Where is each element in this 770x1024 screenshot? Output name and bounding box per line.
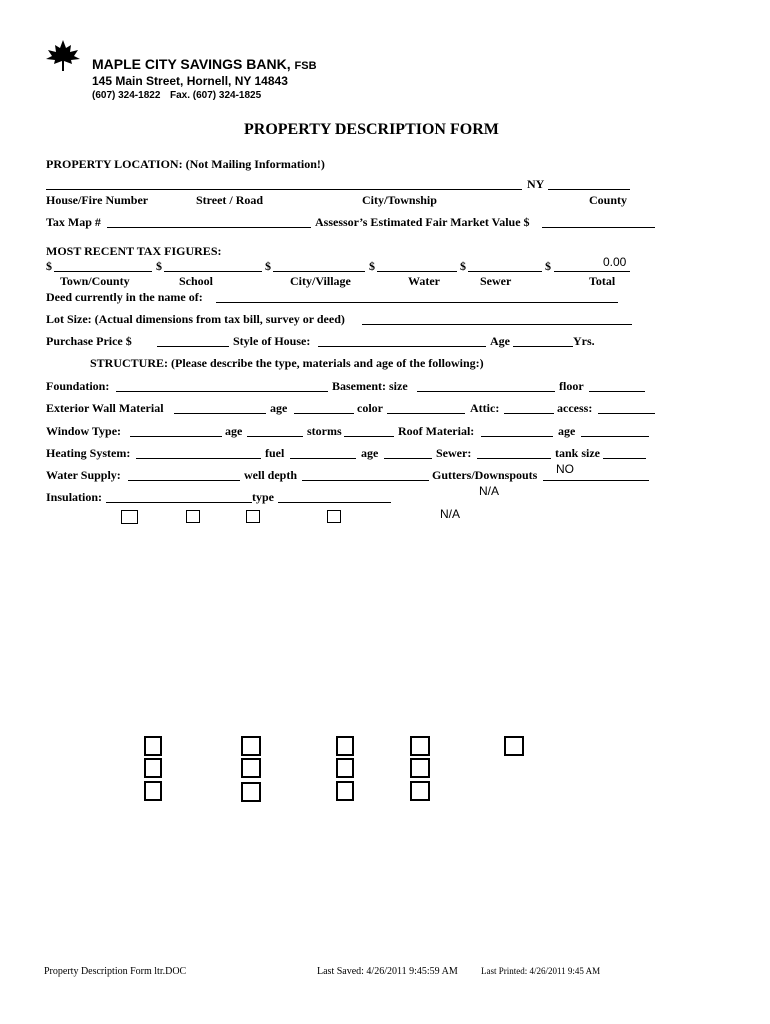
checkbox[interactable]: [410, 781, 430, 801]
ny-label: NY: [527, 177, 545, 191]
heating-system-line[interactable]: [136, 458, 261, 459]
bank-name-text: MAPLE CITY SAVINGS BANK,: [92, 56, 291, 72]
water-supply-line[interactable]: [128, 480, 240, 481]
county-label: County: [589, 193, 628, 207]
na-value-2[interactable]: N/A: [440, 507, 461, 521]
lot-size-label: Lot Size: (Actual dimensions from tax bill, survey or deed): [46, 312, 345, 326]
dollar-6: $: [545, 259, 551, 273]
checkbox[interactable]: [336, 736, 354, 756]
dollar-5: $: [460, 259, 466, 273]
house-age-label: Age: [490, 334, 510, 348]
lot-size-line[interactable]: [362, 324, 632, 325]
storms-line[interactable]: [344, 436, 394, 437]
total-label: Total: [589, 274, 616, 288]
exterior-age-line[interactable]: [294, 413, 354, 414]
insulation-type-line[interactable]: [278, 502, 391, 503]
heating-age-line[interactable]: [384, 458, 432, 459]
checkbox[interactable]: [241, 736, 261, 756]
window-type-label: Window Type:: [46, 424, 122, 438]
city-village-line[interactable]: [273, 271, 365, 272]
exterior-wall-label: Exterior Wall Material: [46, 401, 164, 415]
footer-last-saved: Last Saved: 4/26/2011 9:45:59 AM: [317, 966, 458, 977]
insulation-type-label: type: [252, 490, 274, 504]
yrs-label: Yrs.: [573, 334, 595, 348]
heating-age-label: age: [361, 446, 379, 460]
fuel-line[interactable]: [290, 458, 356, 459]
bank-phone: (607) 324-1822: [92, 90, 161, 101]
foundation-line[interactable]: [116, 391, 328, 392]
checkbox[interactable]: [410, 736, 430, 756]
sewer-type-line[interactable]: [477, 458, 551, 459]
assessor-label: Assessor’s Estimated Fair Market Value $: [315, 215, 530, 229]
footer-last-printed: Last Printed: 4/26/2011 9:45 AM: [481, 966, 601, 976]
checkbox[interactable]: [241, 758, 261, 778]
gutters-value[interactable]: NO: [556, 462, 574, 476]
tax-heading: MOST RECENT TAX FIGURES:: [46, 244, 222, 258]
roof-age-line[interactable]: [581, 436, 649, 437]
insulation-line[interactable]: [106, 502, 252, 503]
checkbox[interactable]: [336, 758, 354, 778]
house-number-label: House/Fire Number: [46, 193, 149, 207]
color-label: color: [357, 401, 383, 415]
structure-heading: STRUCTURE: (Please describe the type, materials and age of the following:): [90, 356, 484, 370]
well-depth-line[interactable]: [302, 480, 429, 481]
foundation-label: Foundation:: [46, 379, 110, 393]
exterior-age-label: age: [270, 401, 288, 415]
sewer-line[interactable]: [468, 271, 542, 272]
total-line[interactable]: [554, 271, 630, 272]
checkbox[interactable]: [410, 758, 430, 778]
tank-size-label: tank size: [555, 446, 600, 460]
purchase-price-label: Purchase Price $: [46, 334, 132, 348]
water-line[interactable]: [377, 271, 457, 272]
dollar-4: $: [369, 259, 375, 273]
city-village-label: City/Village: [290, 274, 351, 288]
location-heading: PROPERTY LOCATION: (Not Mailing Information!): [46, 157, 325, 171]
basement-size-label: Basement: size: [332, 379, 408, 393]
roof-age-label: age: [558, 424, 576, 438]
sewer-type-label: Sewer:: [436, 446, 472, 460]
bank-name: [92, 56, 317, 72]
color-line[interactable]: [387, 413, 465, 414]
location-address-line[interactable]: [46, 189, 522, 190]
footer-filename: Property Description Form ltr.DOC: [44, 966, 187, 977]
floor-line[interactable]: [589, 391, 645, 392]
town-county-line[interactable]: [54, 271, 152, 272]
checkbox[interactable]: [336, 781, 354, 801]
checkbox[interactable]: [121, 510, 138, 524]
floor-label: floor: [559, 379, 584, 393]
gutters-line[interactable]: [543, 480, 649, 481]
deed-line[interactable]: [216, 302, 618, 303]
well-depth-label: well depth: [244, 468, 298, 482]
checkbox[interactable]: [504, 736, 524, 756]
total-value[interactable]: 0.00: [603, 255, 627, 269]
dollar-3: $: [265, 259, 271, 273]
city-label: City/Township: [362, 193, 437, 207]
checkbox[interactable]: [144, 781, 162, 801]
checkbox[interactable]: [186, 510, 200, 523]
maple-leaf-logo: [44, 38, 82, 74]
window-type-line[interactable]: [130, 436, 222, 437]
checkbox[interactable]: [144, 736, 162, 756]
water-supply-label: Water Supply:: [46, 468, 121, 482]
tax-map-label: Tax Map #: [46, 215, 101, 229]
bank-address: 145 Main Street, Hornell, NY 14843: [92, 74, 288, 88]
style-line[interactable]: [318, 346, 486, 347]
checkbox[interactable]: [144, 758, 162, 778]
tax-map-line[interactable]: [107, 227, 311, 228]
form-title: PROPERTY DESCRIPTION FORM: [244, 121, 499, 138]
access-label: access:: [557, 401, 593, 415]
storms-label: storms: [307, 424, 342, 438]
purchase-price-line[interactable]: [157, 346, 229, 347]
checkbox[interactable]: [327, 510, 341, 523]
sewer-label: Sewer: [480, 274, 512, 288]
bank-suffix: FSB: [294, 60, 317, 72]
exterior-wall-line[interactable]: [174, 413, 266, 414]
gutters-label: Gutters/Downspouts: [432, 468, 538, 482]
checkbox[interactable]: [246, 510, 260, 523]
na-value-1[interactable]: N/A: [479, 484, 500, 498]
access-line[interactable]: [598, 413, 655, 414]
school-line[interactable]: [164, 271, 262, 272]
fuel-label: fuel: [265, 446, 285, 460]
insulation-label: Insulation:: [46, 490, 103, 504]
window-age-line[interactable]: [247, 436, 303, 437]
heating-system-label: Heating System:: [46, 446, 131, 460]
town-county-label: Town/County: [60, 274, 130, 288]
roof-material-label: Roof Material:: [398, 424, 475, 438]
attic-line[interactable]: [504, 413, 554, 414]
tank-size-line[interactable]: [603, 458, 646, 459]
deed-label: Deed currently in the name of:: [46, 290, 203, 304]
basement-size-line[interactable]: [417, 391, 555, 392]
roof-material-line[interactable]: [481, 436, 553, 437]
school-label: School: [179, 274, 214, 288]
water-label: Water: [408, 274, 440, 288]
dollar-2: $: [156, 259, 162, 273]
house-age-line[interactable]: [513, 346, 573, 347]
dollar-1: $: [46, 259, 52, 273]
bank-fax: Fax. (607) 324-1825: [170, 90, 262, 101]
street-label: Street / Road: [196, 193, 264, 207]
style-label: Style of House:: [233, 334, 311, 348]
attic-label: Attic:: [470, 401, 500, 415]
assessor-value-line[interactable]: [542, 227, 655, 228]
window-age-label: age: [225, 424, 243, 438]
checkbox[interactable]: [241, 782, 261, 802]
county-line[interactable]: [548, 189, 630, 190]
